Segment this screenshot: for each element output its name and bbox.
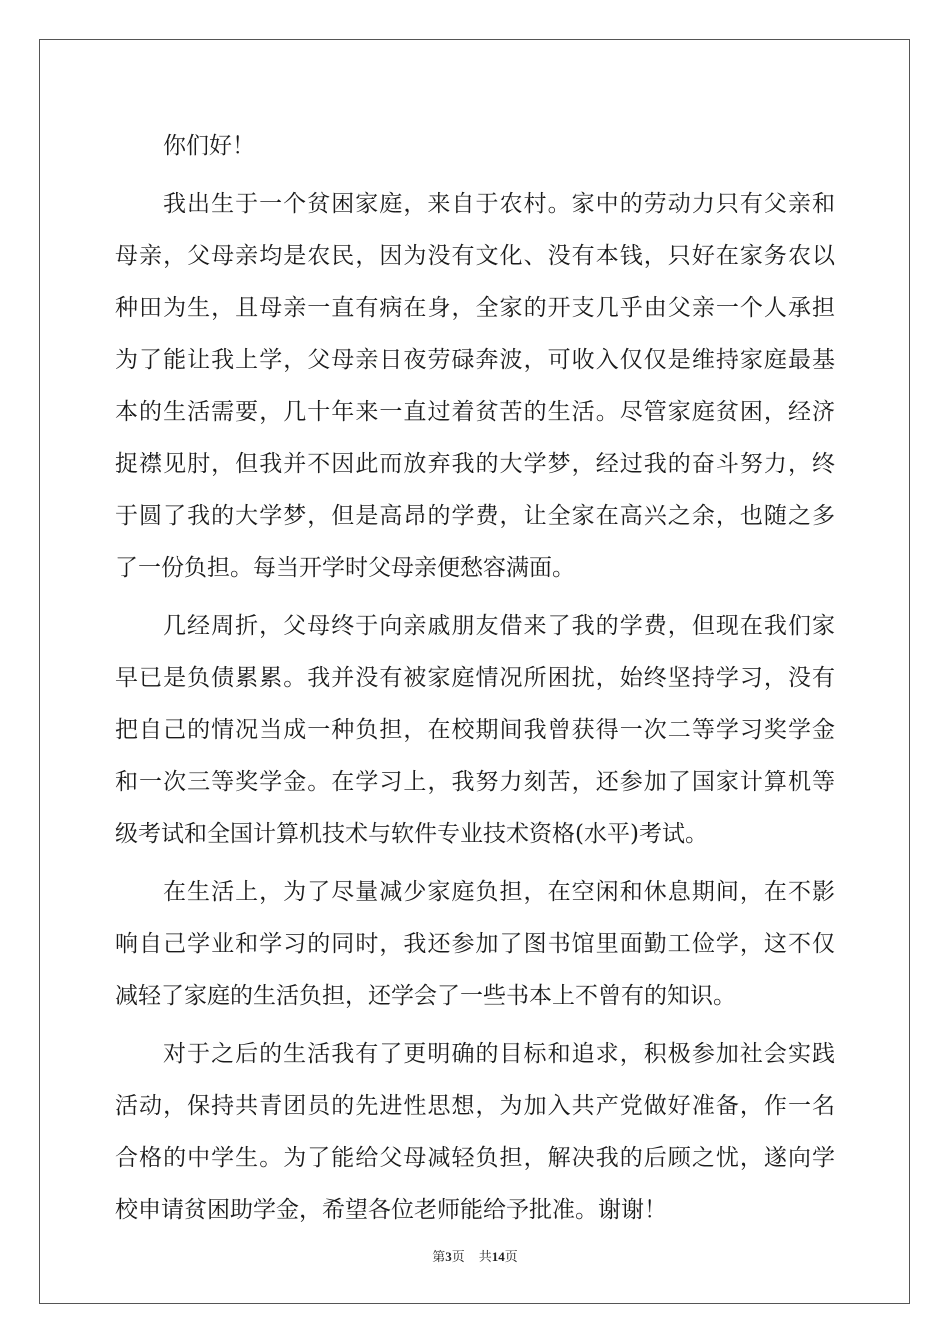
paragraph-line: 合格的中学生。为了能给父母减轻负担，解决我的后顾之忧，遂向学 — [115, 1145, 835, 1171]
paragraph-line: 早已是负债累累。我并没有被家庭情况所困扰，始终坚持学习，没有 — [115, 665, 835, 691]
paragraph-line: 种田为生，且母亲一直有病在身，全家的开支几乎由父亲一个人承担 — [115, 295, 835, 321]
paragraph-line: 活动，保持共青团员的先进性思想，为加入共产党做好准备，作一名 — [115, 1093, 835, 1119]
paragraph-line: 为了能让我上学，父母亲日夜劳碌奔波，可收入仅仅是维持家庭最基 — [115, 347, 835, 373]
page-number: 3 — [445, 1249, 452, 1264]
page-footer — [0, 1246, 950, 1265]
paragraph-3 — [115, 866, 835, 1022]
total-suffix: 页 — [504, 1249, 518, 1264]
paragraph-line: 减轻了家庭的生活负担，还学会了一些书本上不曾有的知识。 — [115, 983, 736, 1009]
paragraph-line: 校申请贫困助学金，希望各位老师能给予批准。谢谢！ — [115, 1197, 667, 1223]
paragraph-line: 母亲，父母亲均是农民，因为没有文化、没有本钱，只好在家务农以 — [115, 243, 835, 269]
document-body — [115, 120, 835, 1242]
paragraph-line: 捉襟见肘，但我并不因此而放弃我的大学梦，经过我的奋斗努力，终 — [115, 451, 835, 477]
total-prefix: 共 — [478, 1249, 492, 1264]
paragraph-line: 对于之后的生活我有了更明确的目标和追求，积极参加社会实践 — [163, 1041, 835, 1067]
paragraph-line: 把自己的情况当成一种负担，在校期间我曾获得一次二等学习奖学金 — [115, 717, 835, 743]
paragraph-line: 在生活上，为了尽量减少家庭负担，在空闲和休息期间，在不影 — [163, 879, 835, 905]
greeting: 你们好！ — [163, 133, 255, 159]
paragraph-line: 我出生于一个贫困家庭，来自于农村。家中的劳动力只有父亲和 — [163, 191, 835, 217]
paragraph-line: 了一份负担。每当开学时父母亲便愁容满面。 — [115, 555, 575, 581]
paragraph-line: 响自己学业和学习的同时，我还参加了图书馆里面勤工俭学，这不仅 — [115, 931, 835, 957]
paragraph-line: 本的生活需要，几十年来一直过着贫苦的生活。尽管家庭贫困，经济 — [115, 399, 835, 425]
paragraph-line: 几经周折，父母终于向亲戚朋友借来了我的学费，但现在我们家 — [163, 613, 835, 639]
paragraph-line: 于圆了我的大学梦，但是高昂的学费，让全家在高兴之余，也随之多 — [115, 503, 835, 529]
paragraph-2 — [115, 600, 835, 860]
paragraph-4 — [115, 1028, 835, 1236]
page-prefix: 第 — [432, 1249, 446, 1264]
page-suffix: 页 — [451, 1249, 465, 1264]
paragraph-1 — [115, 178, 835, 594]
paragraph-line: 和一次三等奖学金。在学习上，我努力刻苦，还参加了国家计算机等 — [115, 769, 835, 795]
total-pages: 14 — [491, 1249, 505, 1264]
paragraph-line: 级考试和全国计算机技术与软件专业技术资格(水平)考试。 — [115, 821, 708, 847]
